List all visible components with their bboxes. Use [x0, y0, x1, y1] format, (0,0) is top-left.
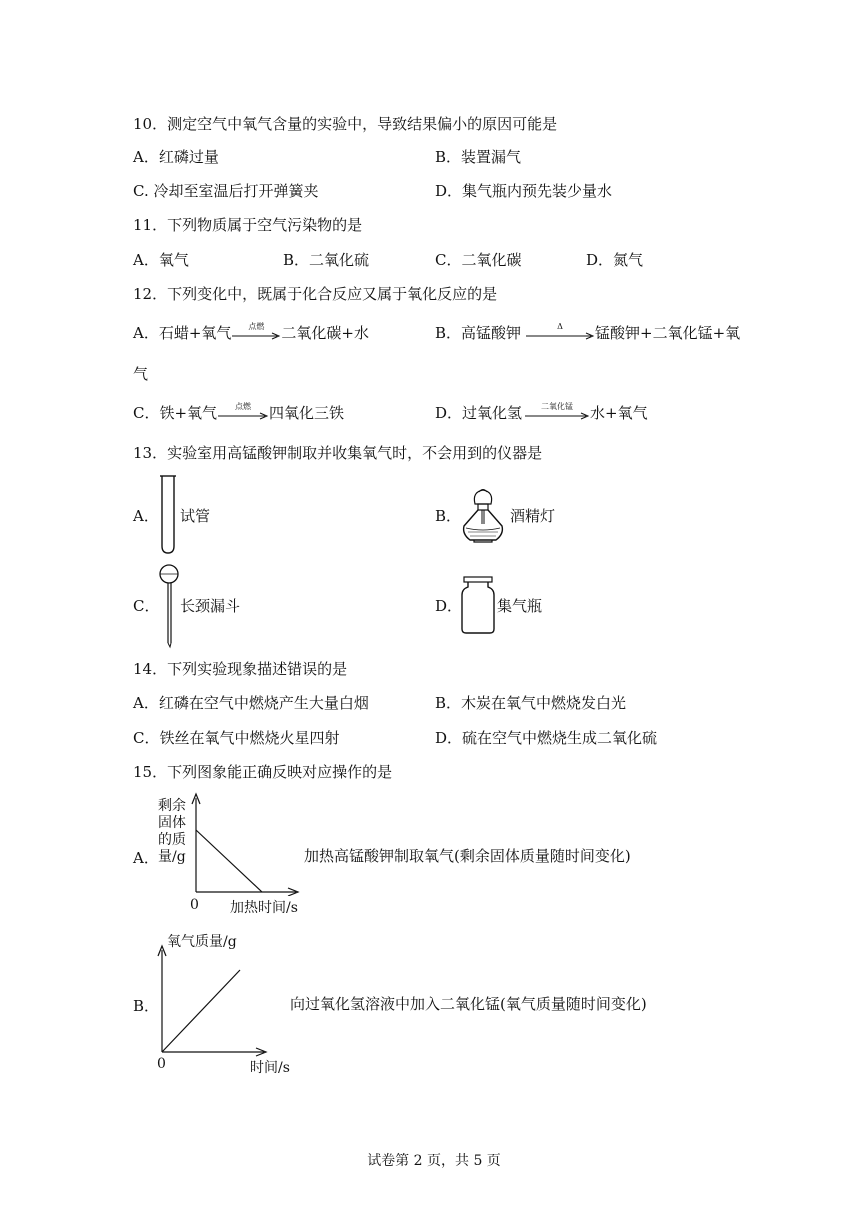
q13-option-b-label: 酒精灯: [510, 507, 556, 525]
q12-c-products: 四氧化三铁: [269, 404, 345, 422]
graph-a-y-axis-label: 剩余 固体 的质 量/g: [158, 798, 186, 865]
q13-option-c-letter[interactable]: C．: [133, 597, 160, 615]
q12-stem: 12．下列变化中，既属于化合反应又属于氧化反应的是: [133, 285, 498, 303]
q13-option-b-letter[interactable]: B．: [435, 507, 462, 525]
test-tube-icon[interactable]: [158, 474, 178, 556]
q12-d-reactants: D．过氧化氢: [435, 404, 523, 422]
q12-a-products: 二氧化碳+水: [281, 324, 369, 342]
q11-stem: 11．下列物质属于空气污染物的是: [133, 216, 363, 234]
q13-option-a-letter[interactable]: A．: [133, 507, 159, 525]
q12-b-reactants: B．高锰酸钾: [435, 324, 522, 342]
q15-option-b-desc: 向过氧化氢溶液中加入二氧化锰(氧气质量随时间变化): [290, 995, 647, 1013]
q12-option-c[interactable]: [133, 403, 344, 424]
q12-b-products: 锰酸钾+二氧化锰+氧: [595, 324, 741, 342]
q11-option-d[interactable]: D．氮气: [586, 251, 644, 269]
q12-c-condition: 点燃: [235, 402, 252, 411]
q14-option-b[interactable]: B．木炭在氧气中燃烧发白光: [435, 694, 627, 712]
q15-option-a-letter[interactable]: A．: [133, 849, 159, 867]
q12-a-reactants: A．石蜡+氧气: [133, 324, 232, 342]
q12-b-wrap: 气: [133, 365, 149, 383]
q10-option-d[interactable]: D．集气瓶内预先装少量水: [435, 182, 613, 200]
graph-a-origin: 0: [190, 897, 199, 913]
reaction-arrow-icon: [524, 404, 590, 424]
q12-option-a[interactable]: [133, 323, 369, 344]
q10-stem: 10．测定空气中氧气含量的实验中，导致结果偏小的原因可能是: [133, 115, 558, 133]
q15-option-b-letter[interactable]: B．: [133, 997, 160, 1015]
q15-stem: 15．下列图象能正确反映对应操作的是: [133, 763, 393, 781]
q12-b-condition: Δ: [557, 322, 563, 331]
alcohol-lamp-icon[interactable]: [458, 484, 508, 546]
graph-b-axes: [156, 944, 272, 1058]
q13-option-d-label: 集气瓶: [497, 597, 543, 615]
q14-option-d[interactable]: D．硫在空气中燃烧生成二氧化硫: [435, 729, 658, 747]
reaction-arrow-icon: [231, 324, 281, 344]
q10-option-b[interactable]: B．装置漏气: [435, 148, 522, 166]
q12-option-b[interactable]: [435, 323, 740, 344]
q15-option-a-desc: 加热高锰酸钾制取氧气(剩余固体质量随时间变化): [304, 847, 631, 865]
q14-option-a[interactable]: A．红磷在空气中燃烧产生大量白烟: [133, 694, 369, 712]
graph-b-data-line: [162, 970, 240, 1052]
q12-d-condition: 二氧化锰: [541, 402, 574, 411]
q12-c-reactants: C．铁+氧气: [133, 404, 218, 422]
reaction-arrow-icon: [217, 404, 269, 424]
q14-stem: 14．下列实验现象描述错误的是: [133, 660, 348, 678]
gas-collecting-bottle-icon[interactable]: [458, 575, 498, 635]
graph-b-y-axis-label: 氧气质量/g: [167, 934, 237, 950]
q10-option-c[interactable]: C. 冷却至室温后打开弹簧夹: [133, 182, 319, 200]
q13-stem: 13．实验室用高锰酸钾制取并收集氧气时，不会用到的仪器是: [133, 444, 543, 462]
graph-a-data-line: [196, 830, 262, 892]
graph-a-x-axis-label: 加热时间/s: [230, 900, 298, 916]
page-footer: 试卷第 2 页，共 5 页: [367, 1153, 501, 1169]
q11-option-c[interactable]: C．二氧化碳: [435, 251, 522, 269]
graph-a-axes: [190, 792, 302, 896]
q12-option-d[interactable]: [435, 403, 648, 424]
q10-option-a[interactable]: A．红磷过量: [133, 148, 219, 166]
q13-option-d-letter[interactable]: D．: [435, 597, 463, 615]
q14-option-c[interactable]: C．铁丝在氧气中燃烧火星四射: [133, 729, 340, 747]
reaction-arrow-icon: [525, 324, 595, 344]
q12-d-products: 水+氧气: [590, 404, 648, 422]
graph-b-origin: 0: [157, 1056, 166, 1072]
graph-b-x-axis-label: 时间/s: [250, 1060, 290, 1076]
q13-option-a-label: 试管: [180, 507, 211, 525]
q12-a-condition: 点燃: [248, 322, 265, 331]
q11-option-a[interactable]: A．氧气: [133, 251, 189, 269]
q11-option-b[interactable]: B．二氧化硫: [283, 251, 370, 269]
q13-option-c-label: 长颈漏斗: [180, 597, 241, 615]
